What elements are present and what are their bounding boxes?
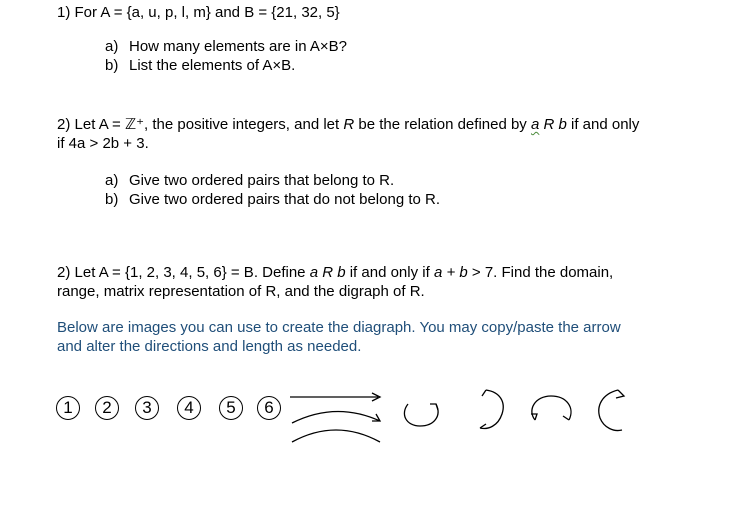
q1-part-a-text: How many elements are in A×B? xyxy=(129,38,348,55)
self-loop-icon-1[interactable] xyxy=(398,390,448,430)
straight-arrow-icon[interactable] xyxy=(288,390,388,404)
q3-line-2: range, matrix representation of R, and the digraph of R. xyxy=(57,283,425,300)
node-3[interactable]: 3 xyxy=(135,396,159,420)
q1-part-b-label: b) xyxy=(105,57,119,74)
q2-relation-R: R xyxy=(343,116,355,133)
self-loop-icon-2[interactable] xyxy=(472,386,512,436)
q3-line-1 xyxy=(57,264,613,282)
q1-part-b xyxy=(105,57,295,75)
q3-aRb: a R b xyxy=(309,264,346,281)
node-4[interactable]: 4 xyxy=(177,396,201,420)
q2-line-1 xyxy=(57,116,639,134)
q3-line1-post: > 7. Find the domain, xyxy=(467,264,614,281)
q2-part-b xyxy=(105,191,440,209)
q2-line-2: if 4a > 2b + 3. xyxy=(57,135,149,152)
q2-part-a-label: a) xyxy=(105,172,119,189)
q1-line: 1) For A = {a, u, p, l, m} and B = {21, 32, 5} xyxy=(57,4,340,21)
q2-part-b-label: b) xyxy=(105,191,119,208)
note-line-1: Below are images you can use to create the diagraph. You may copy/paste the arrow xyxy=(57,319,621,336)
node-5[interactable]: 5 xyxy=(219,396,243,420)
q3-line1-pre: 2) Let A = {1, 2, 3, 4, 5, 6} = B. Define xyxy=(57,264,310,281)
q2-part-b-text: Give two ordered pairs that do not belong to R. xyxy=(129,191,441,208)
q3-line1-mid: if and only if xyxy=(345,264,434,281)
curved-arc-icon[interactable] xyxy=(288,422,388,444)
node-6[interactable]: 6 xyxy=(257,396,281,420)
q1-part-a xyxy=(105,38,347,56)
self-loop-icon-4[interactable] xyxy=(592,386,632,436)
q2-part-a xyxy=(105,172,394,190)
q2-line1-post: if and only xyxy=(566,116,640,133)
q2-var-a: a xyxy=(530,116,540,133)
q2-line1-mid: be the relation defined by xyxy=(354,116,531,133)
q2-var-b: b xyxy=(558,116,567,133)
node-1[interactable]: 1 xyxy=(56,396,80,420)
node-2[interactable]: 2 xyxy=(95,396,119,420)
q2-part-a-text: Give two ordered pairs that belong to R. xyxy=(129,172,395,189)
q1-part-b-text: List the elements of A×B. xyxy=(129,57,296,74)
self-loop-icon-3[interactable] xyxy=(525,390,579,430)
note-line-2: and alter the directions and length as needed. xyxy=(57,338,362,355)
q3-expr: a + b xyxy=(433,264,468,281)
q1-part-a-label: a) xyxy=(105,38,119,55)
q2-line1-pre: 2) Let A = ℤ⁺, the positive integers, and let xyxy=(57,116,344,133)
q2-relation-R2: R xyxy=(539,116,559,133)
